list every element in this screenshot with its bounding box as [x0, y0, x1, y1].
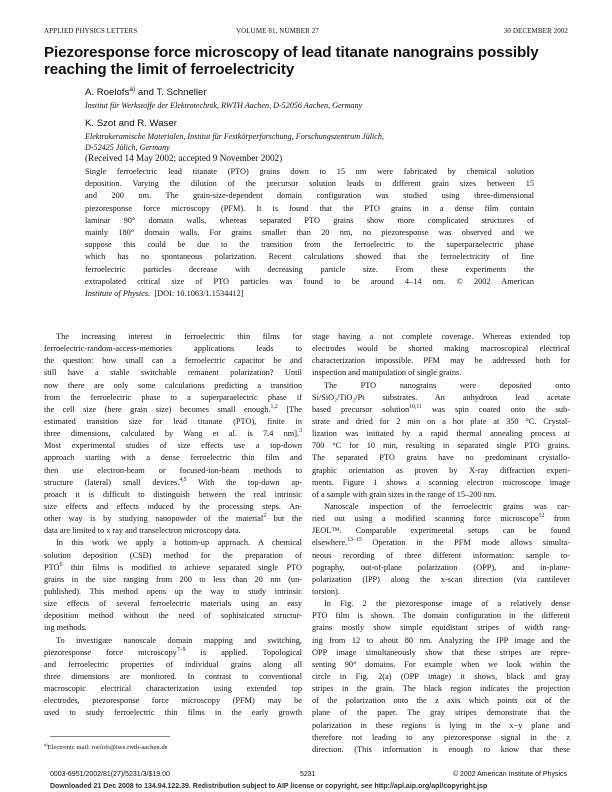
line-text: To investigate nanoscale domain mapping and switching, [56, 635, 302, 645]
line-text: strate and dried for 2 min on a hot plate at 350 °C. Crystal- [312, 416, 570, 426]
footer-issn: 0003-6951/2002/81(27)/5231/3/$19.00 [50, 771, 170, 778]
citation-reference[interactable]: 1,2 [270, 404, 278, 411]
body-text-line [44, 343, 302, 355]
abstract-line: mainly 180° domain walls. For grains smaller than 20 nm, no piezoresponse was observed and we [85, 227, 534, 237]
line-text: used to study ferroelectric thin films in the early growth [44, 708, 302, 718]
line-text-continued: was spin coated onto the sub- [421, 404, 570, 414]
doi-link[interactable]: [DOI: 10.1063/1.1534412] [150, 288, 244, 298]
article-title [44, 44, 564, 78]
body-text-line [44, 355, 302, 367]
body-text-line [312, 622, 570, 634]
abstract-line: ferroelectric particles decrease with decreasing particle size. From these experiments the [85, 264, 534, 274]
line-text: stage having a not complete coverage. Whereas extended top [312, 332, 570, 341]
body-text-line [312, 343, 570, 355]
citation-reference[interactable]: 2 [263, 513, 267, 520]
body-text-line [44, 513, 302, 525]
body-text-line [44, 586, 302, 598]
body-text-line [312, 525, 570, 537]
line-text-continued: [The [277, 404, 302, 414]
line-text: macroscopic electrical characterization using extended top [44, 684, 302, 694]
body-text-line [312, 586, 570, 598]
line-text: based precursor solution [312, 404, 410, 414]
line-text: now there are only some calculations predicting a transition [44, 380, 302, 390]
line-text: ried out using a modified scanning force microscope [312, 514, 539, 524]
abstract-line: Single ferroelectric lead titanate (PTO) grains down to 15 nm were fabricated by chemical solution [85, 167, 534, 176]
line-text: elsewhere. [312, 538, 348, 548]
line-text: pography, out-of-plane polarization (OPP), and in-plane- [312, 562, 570, 572]
body-text-line [312, 683, 570, 695]
footnote-mark: a) [44, 741, 48, 747]
line-text: The increasing interest in ferroelectric thin films for [56, 332, 302, 341]
line-text-continued: is applied. Topological [185, 647, 302, 657]
line-text: of a sample with grain sizes in the range of 15–200 nm. [312, 489, 497, 499]
line-text: therefore not leading to any piezoresponse signal in the z [312, 732, 570, 742]
body-text-line [44, 683, 302, 695]
abstract-line: extrapolated critical size of PTO particles was found to be around 4–14 nm. © 2002 American [85, 276, 534, 286]
body-text-line [44, 647, 302, 659]
body-text-line [312, 428, 570, 440]
line-text: electrodes, piezoresponse force microscopy (PFM) may be [44, 696, 302, 706]
copyright-holder: Institute of Physics. [85, 288, 151, 298]
abstract-line: which has no spontaneous polarization. Recent calculations showed that the ferroelectricity of fine [85, 252, 534, 262]
body-column-left [44, 331, 302, 720]
line-text: ing from 12 to about 80 nm. Analyzing the IPP image and the [312, 635, 570, 645]
line-text: torsion). [312, 586, 340, 596]
line-text: from the ferroelectric phase to a superparaelectric phase if [44, 392, 302, 402]
issue-date: 30 DECEMBER 2002 [503, 27, 568, 35]
abstract-line: laminar 90° domain walls, whereas separated PTO grains show more complicated structures of [85, 215, 534, 225]
title-line-2: reaching the limit of ferroelectricity [44, 61, 295, 78]
body-text-line [44, 501, 302, 513]
line-text: PTO [44, 562, 60, 572]
line-text: of the polarization onto the z axis which points out of the [312, 696, 570, 706]
line-text: graphic orientation as proven by X-ray diffraction experi- [312, 465, 570, 475]
line-text: still have a stable switchable remanent polarization? Until [44, 368, 302, 378]
body-text-line [312, 635, 570, 647]
body-text-line [312, 695, 570, 707]
line-text: polarization in these regions is lying in the x−y plane and [312, 720, 570, 730]
line-text: JEOL™. Comparable experimental setups can be found [312, 526, 570, 536]
body-text-line [44, 598, 302, 610]
line-text: electrodes would be shorted making macroscopical electrical [312, 344, 570, 354]
citation-reference[interactable]: 13–15 [347, 537, 362, 544]
body-text-line [44, 331, 302, 343]
body-text-line [312, 659, 570, 671]
line-text: senting 90° domains. For example when we look within the [312, 659, 570, 669]
body-text-line [44, 635, 302, 647]
affiliation-2-line-1: Elektrokeramische Materialen, Institut für Festkörperforschung, Forschungszentrum Jülich, [85, 132, 384, 141]
line-text: approach starting with a dense ferroelectric thin film and [44, 453, 302, 463]
body-text-line [44, 537, 302, 549]
line-text: the cell size (here grain size) becomes small enough. [44, 404, 271, 414]
body-text-line [312, 440, 570, 452]
body-text-line [312, 598, 570, 610]
line-text: grains in the size ranging from 200 to less than 20 nm (un- [44, 574, 302, 584]
line-text: stripes in the grain. The black region indicates the projection [312, 684, 570, 694]
line-text: estimated transition size for lead titanate (PTO), finite in [44, 416, 302, 426]
line-text: Nanoscale inspection of the ferroelectric grains was car- [324, 501, 570, 511]
line-text: proach it is difficult to distinguish between the real intrinsic [44, 489, 302, 499]
line-text: grains mostly show simple equidistant stripes of width rang- [312, 623, 570, 633]
footnote [44, 741, 168, 751]
line-text: characterization impossible. PFM may be addressed both for [312, 356, 570, 366]
body-text-line [312, 489, 570, 501]
body-text-line [44, 622, 302, 634]
footer-page-number: 5231 [300, 771, 316, 778]
line-text: The separated PTO grains have no predominant crystallo- [312, 453, 570, 463]
body-text-line [312, 744, 570, 756]
line-text: Si/SiO₂/TiO₂/Pt substrates. An anhydrous lead acetate [312, 392, 570, 402]
abstract-line: deposition. Varying the dilution of the precursor solution leads to different grain sizes between 15 [85, 179, 534, 189]
citation-reference[interactable]: 4,5 [179, 476, 187, 483]
title-line-1: Piezoresponse force microscopy of lead titanate nanograins possibly [44, 44, 539, 61]
line-text: size effects and effects induced by the processing steps. An- [44, 501, 302, 511]
citation-reference[interactable]: 7–9 [176, 646, 186, 653]
body-text-line [44, 659, 302, 671]
body-text-line [312, 537, 570, 549]
body-text-line [44, 392, 302, 404]
body-text-line [312, 574, 570, 586]
line-text: other way is by studying nanopowder of the material [44, 514, 264, 524]
line-text: three dimensions, calculated by Wang et al. is 7.4 nm]. [44, 429, 300, 439]
body-text-line [44, 695, 302, 707]
body-text-line [312, 355, 570, 367]
line-text: deposition method without the need of sophisticated structur- [44, 611, 302, 621]
body-text-line [312, 404, 570, 416]
line-text: ments. Figure 1 shows a scanning electron microscope image [312, 477, 570, 487]
line-text-continued: from [544, 514, 570, 524]
body-text-line [312, 392, 570, 404]
download-notice[interactable]: Downloaded 21 Dec 2008 to 134.94.122.39. Redistribution subject to AIP license or copyright, see http://apl.aip.org/apl/copyright.jsp [50, 783, 488, 790]
line-text: piezoresponse force microscopy [44, 647, 177, 657]
body-text-line [44, 707, 302, 719]
line-text: solution deposition (CSD) method for the preparation of [44, 550, 302, 560]
body-text-line [312, 501, 570, 513]
body-text-line [44, 367, 302, 379]
body-text-line [312, 331, 570, 343]
body-text-line [312, 562, 570, 574]
abstract-line: and 200 nm. The grain-size-dependent domain configuration was studied using three-dimensional [85, 191, 534, 201]
body-text-line [44, 477, 302, 489]
body-text-line [44, 404, 302, 416]
line-text: inspection and manipulation of single grains. [312, 368, 462, 378]
line-text-continued: thin films is modified to achieve separated single PTO [62, 562, 302, 572]
line-text: and ferroelectric properties of individual grains along all [44, 659, 302, 669]
line-text: 700 °C for 10 min, resulting in separated single PTO grains. [312, 441, 570, 451]
footnote-rule [50, 736, 170, 737]
line-text: In Fig. 2 the piezoresponse image of a relatively dense [324, 599, 570, 609]
body-text-line [312, 513, 570, 525]
abstract-line: suppose this could be due to the transition from the ferroelectric to the superparaelectric phase [85, 240, 534, 250]
citation-reference[interactable]: 12 [538, 513, 545, 520]
line-text: plane of the paper. The gray stripes demonstrate that the [312, 708, 570, 718]
line-text: The PTO nanograins were deposited onto [324, 380, 570, 390]
body-column-right [312, 331, 570, 756]
line-text: then use electron-beam or focused-ion-beam methods to [44, 465, 302, 475]
line-text: Most experimental studies of size effects use a top-down [44, 441, 302, 451]
line-text: the question: how small can a ferroelectric capacitor be and [44, 356, 302, 366]
line-text: polarization (IPP) along the x-scan direction (via cantilever [312, 574, 570, 584]
body-text-line [312, 610, 570, 622]
line-text-continued: but the [266, 514, 302, 524]
body-text-line [312, 550, 570, 562]
line-text: In this work we apply a bottom-up approach. A chemical [56, 538, 302, 548]
body-text-line [312, 452, 570, 464]
body-text-line [44, 525, 302, 537]
line-text: data are limited to x ray and transelectron microscopy data. [44, 526, 241, 536]
author-names-continued: and T. Schneller [135, 87, 207, 98]
line-text: OPP image simultaneously show that these stripes are repre- [312, 647, 570, 657]
body-text-line [44, 489, 302, 501]
citation-reference[interactable]: 3 [299, 428, 302, 435]
body-text-line [312, 416, 570, 428]
body-text-line [312, 720, 570, 732]
footnote-email[interactable]: Electronic mail: roelofs@iwe.rwth-aachen.de [47, 744, 168, 751]
line-text: published). This method opens up the way to study intrinsic [44, 586, 302, 596]
abstract [85, 166, 534, 300]
body-text-line [44, 550, 302, 562]
body-text-line [312, 707, 570, 719]
author-group-1 [85, 87, 207, 98]
body-text-line [44, 380, 302, 392]
line-text-continued: Operation in the PFM mode allows simulta- [361, 538, 570, 548]
body-text-line [44, 428, 302, 440]
line-text: structure (lateral) small devices. [44, 477, 180, 487]
footer-copyright: © 2002 American Institute of Physics [452, 771, 567, 778]
body-text-line [312, 367, 570, 379]
received-dates: (Received 14 May 2002; accepted 9 November 2002) [85, 153, 283, 163]
citation-reference[interactable]: 10,11 [409, 404, 422, 411]
line-text: ing methods. [44, 623, 87, 633]
line-text: size effects of several ferroelectric materials using an easy [44, 599, 302, 609]
body-text-line [44, 465, 302, 477]
body-text-line [44, 671, 302, 683]
journal-name: APPLIED PHYSICS LETTERS [44, 27, 138, 35]
line-text: three dimensions are monitored. In contrast to conventional [44, 671, 302, 681]
line-text: PTO film is shown. The domain configuration in the different [312, 611, 570, 621]
line-text: lization was initiated by a rapid thermal annealing process at [312, 429, 570, 439]
line-text: neous recording of three different information: sample to- [312, 550, 570, 560]
citation-reference[interactable]: 6 [59, 561, 63, 568]
body-text-line [44, 610, 302, 622]
body-text-line [312, 380, 570, 392]
line-text: ferroelectric-random-access-memories applications leads to [44, 344, 302, 354]
body-text-line [312, 732, 570, 744]
body-text-line [44, 440, 302, 452]
abstract-line: piezoresponse force microscopy (PFM). It is found that the PTO grains in a dense film contain [85, 203, 534, 213]
body-text-line [312, 477, 570, 489]
line-text: direction. (This information is enough to know that these [312, 744, 570, 754]
line-text-continued: With the top-down ap- [186, 477, 302, 487]
body-text-line [44, 452, 302, 464]
body-text-line [44, 562, 302, 574]
affiliation-2-line-2: D-52425 Jülich, Germany [85, 142, 170, 152]
body-text-line [312, 671, 570, 683]
author-footnote-mark: a) [129, 85, 136, 93]
abstract-last-line [85, 288, 534, 300]
author-names: A. Roelofs [85, 87, 130, 98]
body-text-line [312, 647, 570, 659]
body-text-line [44, 574, 302, 586]
affiliation-1: Institut für Werkstoffe der Elektrotechnik, RWTH Aachen, D-52056 Aachen, Germany [85, 101, 363, 110]
author-group-2: K. Szot and R. Waser [85, 118, 177, 129]
volume-number: VOLUME 81, NUMBER 27 [236, 27, 319, 35]
body-text-line [44, 416, 302, 428]
line-text: circle in Fig. 2(a) (OPP image) it shows, black and gray [312, 671, 570, 681]
body-text-line [312, 465, 570, 477]
